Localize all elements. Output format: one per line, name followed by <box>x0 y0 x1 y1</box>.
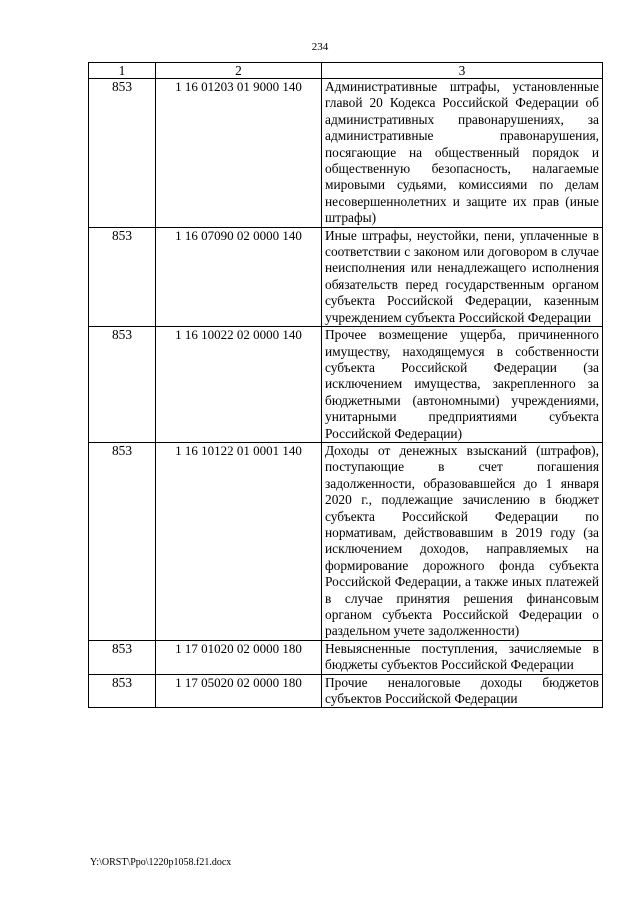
table-header-row <box>89 63 603 79</box>
table-row <box>89 327 603 443</box>
column-header-2: 2 <box>156 63 322 79</box>
revenue-codes-table <box>88 62 603 708</box>
budget-code-cell: 1 17 01020 02 0000 180 <box>156 640 322 674</box>
table-row <box>89 640 603 674</box>
budget-code-cell: 1 16 01203 01 9000 140 <box>156 79 322 228</box>
table-row <box>89 674 603 708</box>
admin-code-cell: 853 <box>89 227 156 326</box>
page-number: 234 <box>311 41 329 53</box>
column-header-1: 1 <box>89 63 156 79</box>
budget-code-cell: 1 16 07090 02 0000 140 <box>156 227 322 326</box>
revenue-name-cell: Иные штрафы, неустойки, пени, уплаченные в соответствии с законом или договором в случае неисполнения или ненадлежащего исполнения обязательств перед государственным органом субъекта Российской Федерации, казенным учреждением субъекта Российской Федерации <box>322 227 603 326</box>
budget-code-cell: 1 17 05020 02 0000 180 <box>156 674 322 708</box>
column-header-3: 3 <box>322 63 603 79</box>
revenue-name-cell: Административные штрафы, установленные главой 20 Кодекса Российской Федерации об административных правонарушениях, за административные правонарушения, посягающие на общественный порядок и общественную безопасность, налагаемые мировыми судьями, комиссиями по делам несовершеннолетних и защите их прав (иные штрафы) <box>322 79 603 228</box>
revenue-name-cell: Прочее возмещение ущерба, причиненного имуществу, находящемуся в собственности субъекта Российской Федерации (за исключением имущества, закрепленного за бюджетными (автономными) учреждениями, унитарными предприятиями субъекта Российской Федерации) <box>322 327 603 443</box>
table-row <box>89 442 603 640</box>
admin-code-cell: 853 <box>89 442 156 640</box>
admin-code-cell: 853 <box>89 79 156 228</box>
table-row <box>89 79 603 228</box>
revenue-name-cell: Доходы от денежных взысканий (штрафов), поступающие в счет погашения задолженности, образовавшейся до 1 января 2020 г., подлежащие зачислению в бюджет субъекта Российской Федерации по нормативам, действовавшим в 2019 году (за исключением доходов, направляемых на формирование дорожного фонда субъекта Российской Федерации, а также иных платежей в случае принятия решения финансовым органом субъекта Российской Федерации о раздельном учете задолженности) <box>322 442 603 640</box>
revenue-name-cell: Невыясненные поступления, зачисляемые в бюджеты субъектов Российской Федерации <box>322 640 603 674</box>
table-row <box>89 227 603 326</box>
budget-code-cell: 1 16 10122 01 0001 140 <box>156 442 322 640</box>
admin-code-cell: 853 <box>89 674 156 708</box>
admin-code-cell: 853 <box>89 640 156 674</box>
budget-code-cell: 1 16 10022 02 0000 140 <box>156 327 322 443</box>
admin-code-cell: 853 <box>89 327 156 443</box>
file-path-footer: Y:\ORST\Ppo\1220p1058.f21.docx <box>90 857 232 868</box>
revenue-name-cell: Прочие неналоговые доходы бюджетов субъектов Российской Федерации <box>322 674 603 708</box>
